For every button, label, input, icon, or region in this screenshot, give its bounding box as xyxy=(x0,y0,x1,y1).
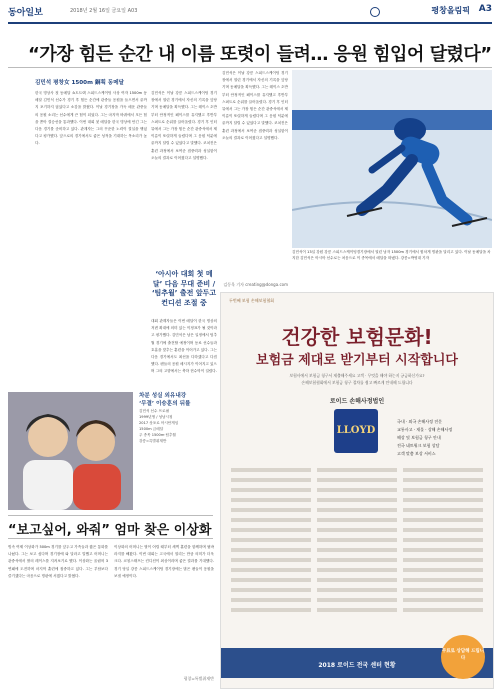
profile-title: 차분 성실 외유내강 xyxy=(139,393,187,399)
date-line: 2018년 2월 16일 금요일 A03 xyxy=(70,8,138,14)
divider xyxy=(8,67,492,68)
ad-feature: 해상 및 보험금 청구 안내 xyxy=(397,435,441,440)
profile-subtitle: ‘무결’ 이승훈의 뒤를 xyxy=(139,401,191,407)
article-subhead: ‘아시아 대회 첫 메달’ 다음 무대 준비 / ‘팀추월’ 출전 앞두고 컨디션 조절 중 xyxy=(151,270,217,307)
lloyd-logo-icon xyxy=(334,409,378,453)
ad-badge-text: 무료로 상담해 드립니다 xyxy=(441,649,485,661)
athletes-illustration xyxy=(8,392,133,510)
profile-line: 2017 삿포로 아시안게임 xyxy=(139,421,179,425)
ad-tag: 두번째 보험 손해보험협회 xyxy=(229,298,275,303)
ad-feature: 전국 네트워크 보험 상담 xyxy=(397,443,440,448)
ad-feature: 교통사고 · 재물 · 상해 손해사정 xyxy=(397,427,453,432)
insurance-advertisement[interactable] xyxy=(220,292,494,689)
logo-text: LLOYD xyxy=(336,425,376,436)
profile-line: 1999년생 / 성남시청 xyxy=(139,415,173,419)
divider xyxy=(8,538,213,539)
profile-line: 1500m 금메달 xyxy=(139,427,164,431)
main-headline: “가장 힘든 순간 내 이름 또렷이 들려… 응원 힘입어 달렸다” xyxy=(28,44,492,65)
article-column-2: 김민석은 이날 강릉 스피드스케이팅 경기장에서 열린 경기에서 자신의 기록을 앞당기며 동메달을 획득했다. 그는 레이스 초반부터 안정적인 페이스를 유지했고 후반부 스퍼트로 순위를 끌어올렸다. 경기 후 인터뷰에서 그는 가장 힘든 순간 관중석에서 제 이름이 또렷하게 들렸다며 그 응원 덕분에 끝까지 달릴 수 있었다고 말했다. 코치진은 훈련 과정에서 보여준 집중력과 성실함이 오늘의 결과로 이어졌다고 설명했다. xyxy=(151,91,217,160)
profile-line: 강릉=특별취재반 xyxy=(139,439,167,443)
ad-subtitle: 보험금 제대로 받기부터 시작합니다 xyxy=(256,353,458,368)
ad-footer-text: 2018 로이드 전국 센터 현황 xyxy=(318,662,396,669)
profile-line: 주 종목 1500m·팀추월 xyxy=(139,433,176,437)
article-byline: 김민석 평창女 1500m 銅획 동메달 xyxy=(35,80,125,86)
ad-feature: 국내 · 외국 손해사정 전문 xyxy=(397,419,442,424)
ad-brand: 로이드 손해사정법인 xyxy=(329,398,385,405)
publication-name: 동아일보 xyxy=(8,8,43,18)
story2-column-1: 빙속 여제 이상화가 500m 경기를 앞두고 가족들과 짧은 통화를 나눴다. 그는 보고 싶다며 경기장에 와 달라고 말했고 어머니는 관중석에서 딸의 레이스를 지켜보기로 했다. 이상화는 올림픽 3연패에 도전하며 마지막 훈련에 집중하고 있다. 그는 부담보다 즐기겠다는 마음으로 빙판에 서겠다고 밝혔다. xyxy=(8,545,108,578)
story2-column-2: 이상화의 어머니는 딸이 어릴 때부터 새벽 훈련을 함께하며 뒷바라지를 해왔다. 이번 대회는 고국에서 열리는 만큼 의미가 더욱 크다. 코칭스태프는 컨디션이 최상이라며 좋은 결과를 기대했다. 경기 당일 강릉 스피드스케이팅 경기장에는 많은 팬들이 응원을 보낼 예정이다. xyxy=(114,545,214,578)
section-title: 평창올림픽 xyxy=(431,6,470,15)
ad-title: 건강한 보험문화! xyxy=(281,325,433,349)
story2-headline: “보고싶어, 와줘” 엄마 찾은 이상화 xyxy=(8,523,212,538)
article-column-1: 한국 빙상사 첫 동메달 쇼트트랙 스피드스케이팅 사상 여자 1500m 동메달 김민석 선수가 경기 후 힘든 순간에 관중들 응원을 들으면서 끝까지 포기하지 않았다고 소감을 밝혔다. 이날 경기장을 가득 메운 관중들의 응원 소리는 선수에게 큰 힘이 되었다. 그는 마지막 바퀴에서 모든 힘을 쏟아 결승선을 통과했다. 이번 대회 첫 메달을 한국 빙상에 안긴 그는 다음 경기를 준비하고 있다. 관계자는 그의 꾸준한 노력이 결실을 맺었다고 평가했다. 앞으로의 경기에서도 좋은 성적을 기대하는 목소리가 높다. xyxy=(35,91,147,146)
article-column-3: 대회 관계자들은 이번 메달이 한국 빙상의 저변 확대에 의미 있는 이정표가 될 것이라고 평가했다. 김민석은 남은 일정에서 팀추월 경기에 출전할 예정이며 동료 선수들과 호흡을 맞추는 훈련을 이어가고 있다. 그는 다음 경기에서도 최선을 다하겠다고 다짐했다. 팬들의 응원 메시지가 이어지고 있으며 그의 고향에서는 축하 현수막이 걸렸다. xyxy=(151,319,217,374)
ad-body: 손해보험협회에서 보험금 청구 절차를 쉽고 빠르게 안내해 드립니다 xyxy=(301,380,413,385)
skater-photo xyxy=(292,70,492,248)
article-column-4: 김민석은 이날 강릉 스피드스케이팅 경기장에서 열린 경기에서 자신의 기록을 앞당기며 동메달을 획득했다. 그는 레이스 초반부터 안정적인 페이스를 유지했고 후반부 스퍼트로 순위를 끌어올렸다. 경기 후 인터뷰에서 그는 가장 힘든 순간 관중석에서 제 이름이 또렷하게 들렸다며 그 응원 덕분에 끝까지 달릴 수 있었다고 말했다. 코치진은 훈련 과정에서 보여준 집중력과 성실함이 오늘의 결과로 이어졌다고 설명했다. xyxy=(222,71,288,140)
ad-feature-list xyxy=(397,418,489,458)
center-directory-grid xyxy=(231,468,483,638)
olympic-logo-icon xyxy=(370,7,380,17)
photo-caption: 김민석이 13일 강원 강릉 스피드스케이팅경기장에서 열린 남자 1500m 경기에서 힘차게 빙판을 달리고 있다. 이날 동메달을 차지한 김민석은 아시아 선수로는 처음으로 이 종목에서 메달을 따냈다. 강릉=박영대 기자 xyxy=(292,250,491,260)
ad-badge[interactable] xyxy=(441,635,485,679)
page-header xyxy=(8,0,492,24)
skater-illustration xyxy=(292,70,492,248)
ad-body: 보험사에서 보험금 청구서 제출해주세요 고객 · 무엇을 해야 하는지 궁금하신가요? xyxy=(289,373,425,378)
athletes-photo xyxy=(8,392,133,510)
page-number: A3 xyxy=(478,4,492,14)
reporter-email: 김동욱 기자 creating@donga.com xyxy=(223,282,288,287)
divider xyxy=(8,515,213,516)
profile-box xyxy=(139,392,217,444)
profile-line: 김민석 선수 프로필 xyxy=(139,409,170,413)
story2-email: 평창=특별취재반 xyxy=(183,676,214,681)
ad-feature: 고객 맞춤 보상 서비스 xyxy=(397,451,436,456)
